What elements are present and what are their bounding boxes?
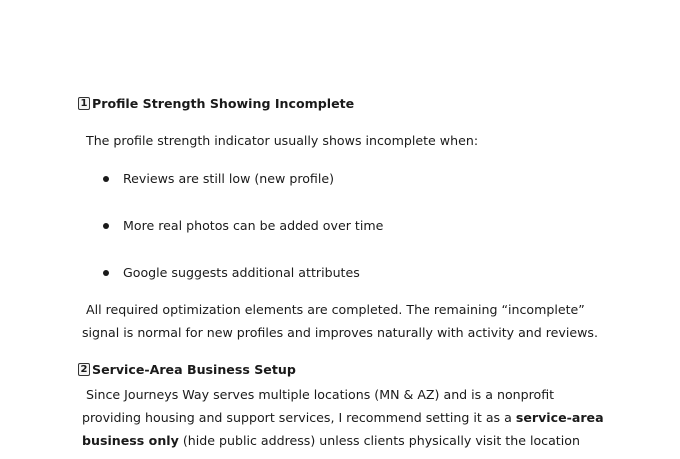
section-2-line-2-text: providing housing and support services, I recommend setting it as a bbox=[82, 410, 516, 425]
section-2-title: Service-Area Business Setup bbox=[92, 362, 296, 377]
bullet-item-1: Reviews are still low (new profile) bbox=[123, 171, 335, 186]
number-2-keycap-icon: 2 bbox=[78, 363, 90, 376]
service-area-bold: service-area bbox=[515, 410, 604, 425]
section-1-title: Profile Strength Showing Incomplete bbox=[92, 96, 355, 111]
section-2-line-3-text: (hide public address) unless clients physically visit the location bbox=[178, 433, 580, 448]
section-1-heading bbox=[78, 96, 354, 111]
bullet-item-3: Google suggests additional attributes bbox=[123, 265, 360, 280]
section-2-line-3 bbox=[82, 433, 580, 448]
bullet-icon bbox=[103, 270, 109, 276]
section-2-line-1: Since Journeys Way serves multiple locations (MN & AZ) and is a nonprofit bbox=[86, 387, 555, 402]
section-1-summary-line-1: All required optimization elements are completed. The remaining “incomplete” bbox=[86, 302, 585, 317]
section-2-line-2 bbox=[82, 410, 604, 425]
bullet-item-2: More real photos can be added over time bbox=[123, 218, 384, 233]
section-2-heading bbox=[78, 362, 296, 377]
business-only-bold: business only bbox=[82, 433, 179, 448]
number-1-keycap-icon: 1 bbox=[78, 97, 90, 110]
section-1-summary-line-2: signal is normal for new profiles and improves naturally with activity and reviews. bbox=[82, 325, 598, 340]
bullet-icon bbox=[103, 176, 109, 182]
bullet-icon bbox=[103, 223, 109, 229]
section-1-intro: The profile strength indicator usually shows incomplete when: bbox=[86, 133, 479, 148]
